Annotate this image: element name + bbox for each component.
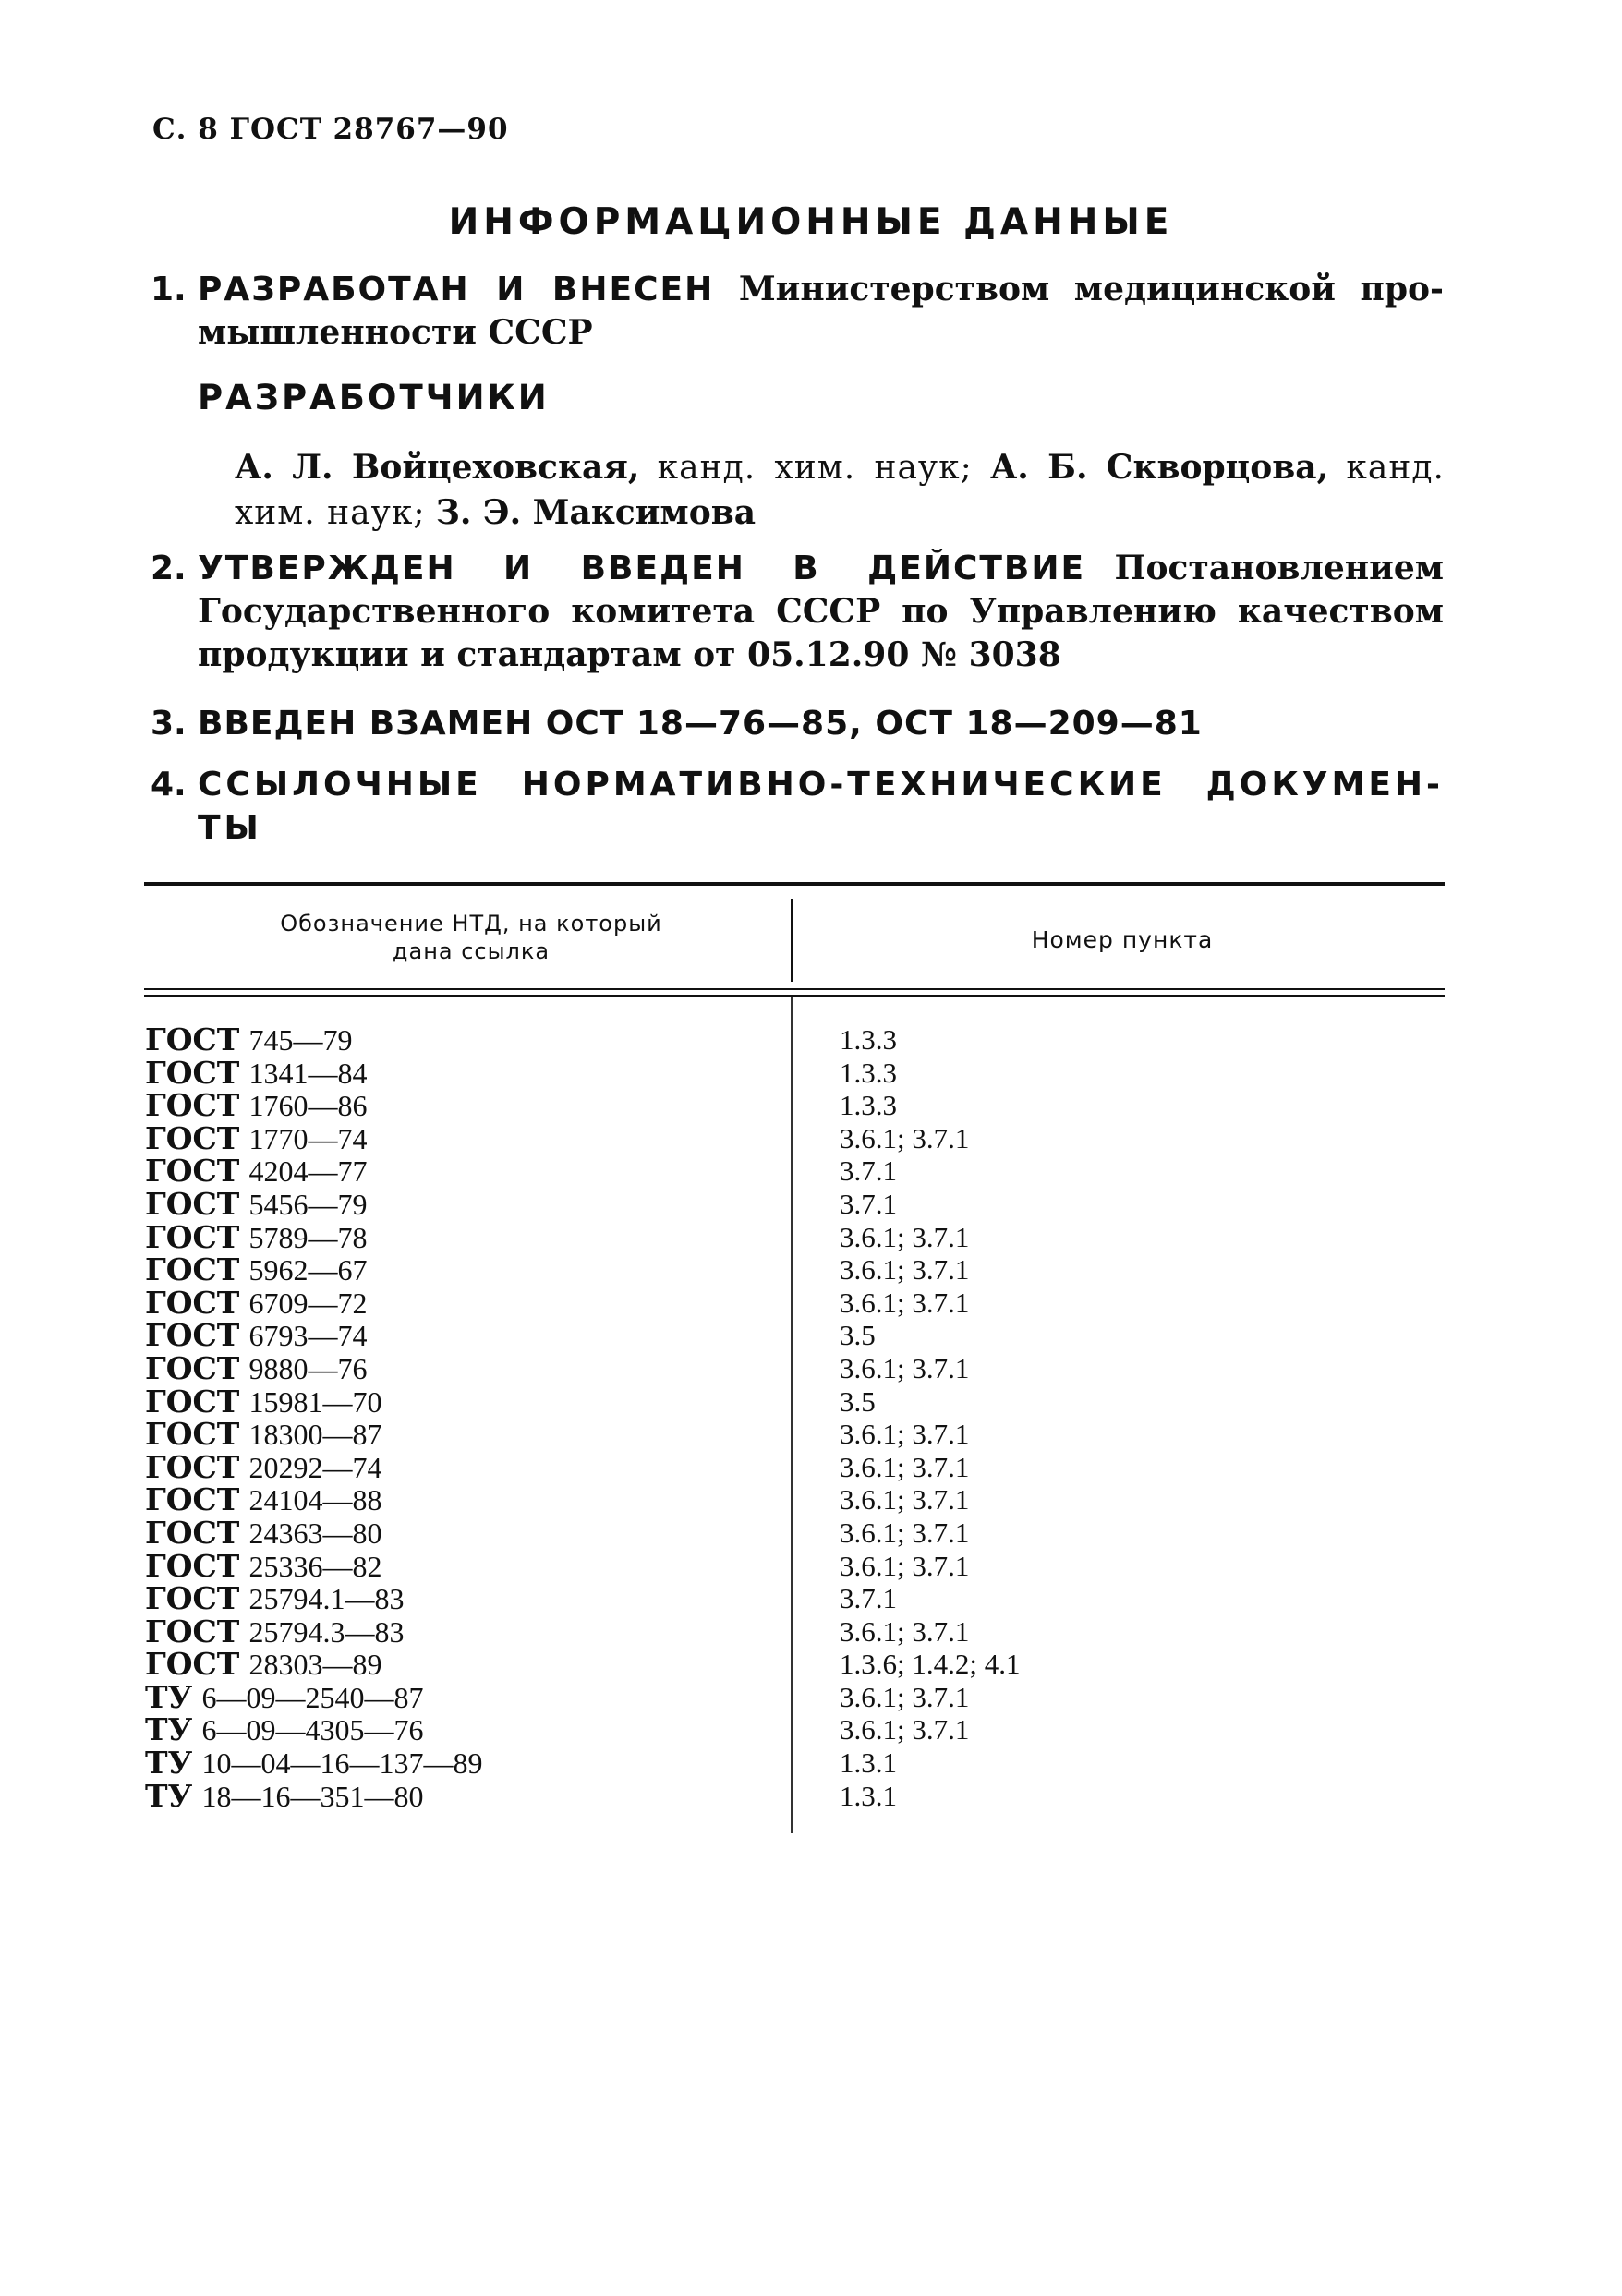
document-number: 1760—86 — [248, 1089, 368, 1123]
document-number: 10—04—16—137—89 — [201, 1746, 483, 1781]
document-designation — [145, 1185, 368, 1222]
document-designation — [145, 1582, 405, 1616]
document-designation — [145, 1284, 368, 1321]
document-designation — [145, 1154, 368, 1189]
developers-list — [235, 445, 1445, 536]
item-text — [198, 268, 1444, 355]
page-header: С. 8 ГОСТ 28767—90 — [152, 113, 509, 146]
document-number: 9880—76 — [248, 1351, 368, 1385]
document-type: ГОСТ — [145, 1119, 240, 1156]
clause-numbers: 3.6.1; 3.7.1 — [840, 1351, 970, 1384]
document-number: 5456—79 — [248, 1187, 368, 1221]
clause-numbers: 3.6.1; 3.7.1 — [840, 1680, 970, 1713]
table-header-divider — [791, 899, 793, 982]
item-line-2: Государственного комитета СССР по Управлению качеством — [198, 592, 1444, 631]
table-header-rule — [144, 988, 1445, 990]
table-row — [145, 1448, 1438, 1485]
clause-numbers: 3.6.1; 3.7.1 — [840, 1450, 970, 1483]
document-type: ГОСТ — [145, 1514, 240, 1551]
document-type: ГОСТ — [145, 1349, 240, 1386]
document-designation — [145, 1777, 424, 1814]
table-top-rule — [144, 882, 1445, 886]
document-number: 6—09—2540—87 — [201, 1680, 424, 1714]
table-row — [145, 1615, 1438, 1649]
item-number: 2. — [151, 550, 187, 587]
document-type: ГОСТ — [145, 1021, 240, 1057]
document-type: ГОСТ — [145, 1416, 240, 1453]
table-header-clause: Номер пункта — [1031, 926, 1214, 953]
clause-numbers: 3.6.1; 3.7.1 — [840, 1713, 970, 1746]
document-number: 24363—80 — [248, 1516, 382, 1550]
document-type: ТУ — [145, 1711, 193, 1748]
clause-numbers: 3.6.1; 3.7.1 — [840, 1549, 970, 1582]
document-number: 28303—89 — [248, 1648, 382, 1682]
document-number: 5789—78 — [248, 1220, 368, 1254]
document-number: 6—09—4305—76 — [201, 1713, 424, 1747]
document-designation — [145, 1349, 368, 1386]
item-caps-lead: РАЗРАБОТАН И ВНЕСЕН — [198, 271, 715, 308]
document-number: 18—16—351—80 — [201, 1779, 424, 1813]
clause-numbers: 1.3.3 — [840, 1089, 897, 1122]
document-designation — [145, 1615, 405, 1649]
document-number: 24104—88 — [248, 1483, 382, 1517]
document-number: 745—79 — [248, 1023, 353, 1057]
document-number: 25794.1—83 — [248, 1582, 405, 1616]
document-number: 1770—74 — [248, 1121, 368, 1155]
item-number: 4. — [151, 766, 187, 804]
document-designation — [145, 1054, 368, 1091]
developer-name: З. Э. Максимова — [435, 493, 757, 532]
clause-numbers: 3.7.1 — [840, 1582, 897, 1615]
item-line-3: продукции и стандартам от 05.12.90 № 3038 — [198, 635, 1061, 674]
clause-numbers: 3.6.1; 3.7.1 — [840, 1220, 970, 1253]
document-designation — [145, 1547, 382, 1584]
document-designation — [145, 1253, 368, 1287]
document-number: 18300—87 — [248, 1418, 382, 1452]
document-number: 25336—82 — [248, 1549, 382, 1583]
clause-numbers: 3.6.1; 3.7.1 — [840, 1418, 970, 1451]
document-designation — [145, 1448, 382, 1485]
table-row — [145, 1547, 1438, 1584]
clause-numbers: 3.6.1; 3.7.1 — [840, 1483, 970, 1517]
document-number: 25794.3—83 — [248, 1614, 405, 1649]
document-number: 1341—84 — [248, 1056, 368, 1090]
table-row — [145, 1713, 1438, 1746]
document-type: ГОСТ — [145, 1448, 240, 1485]
clause-numbers: 3.6.1; 3.7.1 — [840, 1121, 970, 1154]
table-row — [145, 1119, 1438, 1156]
document-type: ГОСТ — [145, 1481, 240, 1518]
document-type: ГОСТ — [145, 1251, 240, 1288]
document-number: 6793—74 — [248, 1319, 368, 1353]
developer-degree: канд. хим. наук; — [657, 449, 973, 487]
table-row — [145, 1648, 1438, 1681]
document-designation — [145, 1089, 368, 1123]
table-header-document — [185, 910, 757, 965]
document-number: 20292—74 — [248, 1450, 382, 1484]
clause-numbers: 1.3.1 — [840, 1746, 897, 1780]
developer-degree: канд. — [1346, 449, 1445, 487]
item-text: ВВЕДЕН ВЗАМЕН ОСТ 18—76—85, ОСТ 18—209—81 — [198, 705, 1203, 743]
table-header-rule — [144, 995, 1445, 997]
clause-numbers: 3.6.1; 3.7.1 — [840, 1286, 970, 1319]
reference-table-body — [145, 1023, 1438, 1812]
document-designation — [145, 1648, 382, 1682]
table-row — [145, 1284, 1438, 1321]
document-type: ГОСТ — [145, 1218, 240, 1255]
table-row — [145, 1746, 1438, 1780]
document-type: ТУ — [145, 1745, 193, 1782]
document-type: ТУ — [145, 1777, 193, 1814]
document-designation — [145, 1713, 424, 1747]
document-type: ГОСТ — [145, 1054, 240, 1091]
table-row — [145, 1054, 1438, 1091]
document-type: ГОСТ — [145, 1087, 240, 1124]
table-row — [145, 1514, 1438, 1551]
table-row — [145, 1582, 1438, 1615]
document-type: ГОСТ — [145, 1613, 240, 1649]
document-designation — [145, 1514, 382, 1551]
item-lead-text: Министерством медицинской про- — [738, 270, 1444, 308]
table-row — [145, 1319, 1438, 1352]
developer-name: А. Л. Войцеховская, — [235, 448, 640, 487]
item-number: 3. — [151, 705, 187, 743]
table-row — [145, 1483, 1438, 1517]
item-number: 1. — [151, 271, 187, 308]
document-type: ГОСТ — [145, 1580, 240, 1617]
item-caps-lead: УТВЕРЖДЕН И ВВЕДЕН В ДЕЙСТВИЕ — [198, 550, 1086, 587]
document-designation — [145, 1218, 368, 1255]
item-line-2: мышленности СССР — [198, 313, 593, 352]
table-row — [145, 1349, 1438, 1386]
clause-numbers: 3.7.1 — [840, 1154, 897, 1188]
document-type: ГОСТ — [145, 1547, 240, 1584]
item-line-1: ССЫЛОЧНЫЕ НОРМАТИВНО-ТЕХНИЧЕСКИЕ ДОКУМЕН- — [198, 766, 1444, 804]
clause-numbers: 3.7.1 — [840, 1187, 897, 1220]
document-number: 15981—70 — [248, 1384, 382, 1419]
document-type: ГОСТ — [145, 1185, 240, 1222]
clause-numbers: 3.6.1; 3.7.1 — [840, 1614, 970, 1648]
page-title: ИНФОРМАЦИОННЫЕ ДАННЫЕ — [448, 201, 1174, 243]
table-row — [145, 1089, 1438, 1122]
item-text — [198, 547, 1444, 677]
clause-numbers: 3.6.1; 3.7.1 — [840, 1253, 970, 1287]
header-line: дана ссылка — [392, 938, 551, 964]
clause-numbers: 1.3.6; 1.4.2; 4.1 — [840, 1648, 1021, 1681]
clause-numbers: 1.3.3 — [840, 1023, 897, 1056]
clause-numbers: 3.6.1; 3.7.1 — [840, 1516, 970, 1549]
document-designation — [145, 1746, 483, 1781]
document-type: ТУ — [145, 1678, 193, 1715]
document-designation — [145, 1418, 382, 1452]
developers-heading: РАЗРАБОТЧИКИ — [198, 378, 550, 417]
item-line-2: ТЫ — [198, 809, 262, 847]
table-row — [145, 1218, 1438, 1255]
table-row — [145, 1418, 1438, 1451]
developer-degree: хим. наук; — [235, 494, 426, 532]
document-type: ГОСТ — [145, 1284, 240, 1321]
table-row — [145, 1154, 1438, 1188]
item-text — [198, 763, 1444, 850]
clause-numbers: 1.3.3 — [840, 1056, 897, 1089]
item-lead-text: Постановлением — [1114, 549, 1444, 587]
developer-name: А. Б. Скворцова, — [989, 448, 1329, 487]
table-row — [145, 1253, 1438, 1287]
document-type: ГОСТ — [145, 1153, 240, 1190]
document-designation — [145, 1319, 368, 1353]
table-row — [145, 1185, 1438, 1222]
document-type: ГОСТ — [145, 1646, 240, 1683]
document-type: ГОСТ — [145, 1317, 240, 1354]
clause-numbers: 3.5 — [840, 1319, 876, 1352]
document-designation — [145, 1023, 353, 1057]
table-row — [145, 1678, 1438, 1715]
document-number: 5962—67 — [248, 1253, 368, 1287]
table-row — [145, 1777, 1438, 1814]
clause-numbers: 3.5 — [840, 1384, 876, 1418]
header-line: Обозначение НТД, на который — [280, 911, 662, 937]
document-designation — [145, 1678, 424, 1715]
table-row — [145, 1023, 1438, 1057]
table-row — [145, 1385, 1438, 1419]
document-type: ГОСТ — [145, 1383, 240, 1420]
document-number: 6709—72 — [248, 1286, 368, 1320]
clause-numbers: 1.3.1 — [840, 1779, 897, 1812]
document-designation — [145, 1119, 368, 1156]
document-number: 4204—77 — [248, 1154, 368, 1189]
document-designation — [145, 1483, 382, 1517]
document-designation — [145, 1385, 382, 1420]
